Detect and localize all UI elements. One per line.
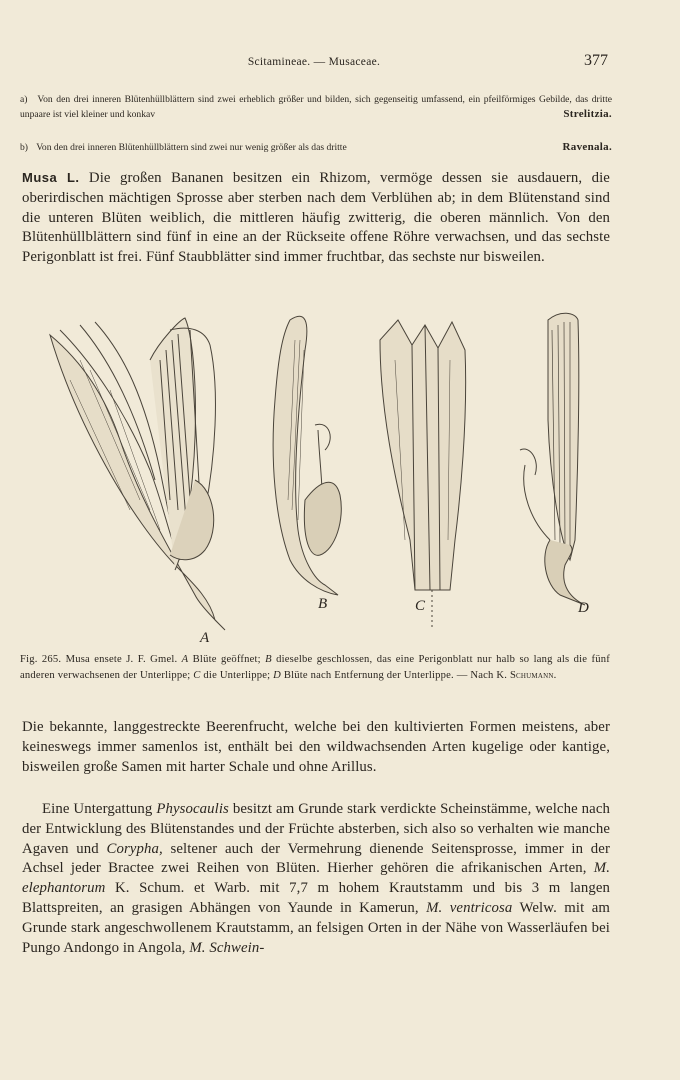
musa-text: Die großen Bananen besitzen ein Rhizom, vermöge dessen sie ausdauern, die oberirdischen mächtigen Sprosse aber sterben nach dem Verblühen ab; in dem Blütenstand sind die unteren Blüten weiblich, die mittleren häufig zwitterig, die oberen männlich. Von den Blütenhüllblättern sind fünf in eine an der Rückseite offene Röhre verwachsen, und das sechste Perigonblatt ist frei. Fünf Staubblätter sind immer fruchtbar, das sechste nur bisweilen. [22,170,610,266]
key-label-a: a) [20,94,28,105]
key-text-a: Von den drei inneren Blütenhüllblättern sind zwei erheblich größer und bilden, sich gegenseitig umfassend, ein pfeilförmiges Gebilde, das dritte unpaare ist viel kleiner und konkav [20,94,612,120]
running-head: Scitamineae. — Musaceae. [247,56,381,68]
page-number: 377 [584,52,608,69]
physocaulis-text-5: Welw. mit am Grunde stark angeschwollenem Krautstamm, an felsigen Orten in der Nähe von Wasserläufen bei Pungo Andongo in Angola, [22,899,610,956]
taxon-m-schwein: M. Schwein- [189,939,265,956]
figure-label-c: C [415,598,426,614]
caption-text-a: Blüte geöffnet; [188,654,266,665]
figure-265 [20,300,620,650]
musa-paragraph [22,168,610,268]
physocaulis-text-3: seltener auch der Vermehrung dienende Seitensprosse, immer in der Achsel jeder Bractee zwei Reihen von Blüten. Hierher gehören die afrikanischen Arten, [22,840,610,877]
caption-text-c: die Unterlippe; [200,669,274,681]
drawing-b [273,316,341,595]
taxon-m-elephantorum: M. elephantorum [22,860,610,897]
physocaulis-text-4: K. Schum. et Warb. mit 7,7 m hohem Krautstamm und bis 3 m langen Blattspreiten, an grasigen Abhängen von Yaunde in Kamerun, [22,880,610,916]
fruit-paragraph [22,718,610,777]
caption-letter-a: A [181,654,189,665]
taxon-m-ventricosa: M. ventricosa [426,899,513,916]
key-genus-strelitzia: Strelitzia. [563,108,612,120]
drawing-c [380,320,466,630]
page-header [20,54,608,74]
figure-label-a: A [200,630,210,646]
caption-letter-b: B [265,654,272,665]
key-genus-ravenala: Ravenala. [562,141,612,153]
taxon-physocaulis: Physocaulis [156,801,229,817]
key-entry-a [20,92,612,122]
key-text-b: Von den drei inneren Blütenhüllblättern sind zwei nur wenig größer als das dritte [36,142,347,153]
caption-species: Musa ensete J. F. Gmel. [65,654,178,665]
figure-label-d: D [578,600,589,616]
caption-author: Schumann. [509,669,557,681]
figure-label-b: B [318,596,328,612]
caption-letter-c: C [193,669,201,681]
genus-heading: Musa L. [22,170,80,185]
caption-text-d: Blüte nach Entfernung der Unterlippe. — Nach K. [280,669,510,681]
drawing-d [520,313,585,605]
caption-text-b: dieselbe geschlossen, das eine Perigonblatt nur halb so lang als die fünf anderen verwachsenen der Unterlippe; [20,654,610,681]
figure-caption [20,652,610,683]
caption-letter-d: D [273,669,281,681]
caption-figure-number: Fig. 265. [20,654,62,665]
key-entry-b [20,140,612,155]
drawing-a [50,318,225,630]
taxon-corypha: Corypha, [106,840,163,857]
fruit-text: Die bekannte, langgestreckte Beerenfrucht, welche bei den kultivierten Formen meistens, aber keineswegs immer samenlos ist, enthält bei den wildwachsenden Arten kugelige oder kantige, bisweilen große Samen mit harter Schale und ohne Arillus. [22,719,610,775]
key-label-b: b) [20,142,28,153]
physocaulis-text-2: besitzt am Grunde stark verdickte Scheinstämme, welche nach der Entwicklung des Blütenstandes und der Früchte absterben, sich also so verhalten wie manche Agaven und [22,801,610,857]
physocaulis-paragraph [22,800,610,958]
physocaulis-text-1: Eine Untergattung [42,801,157,817]
